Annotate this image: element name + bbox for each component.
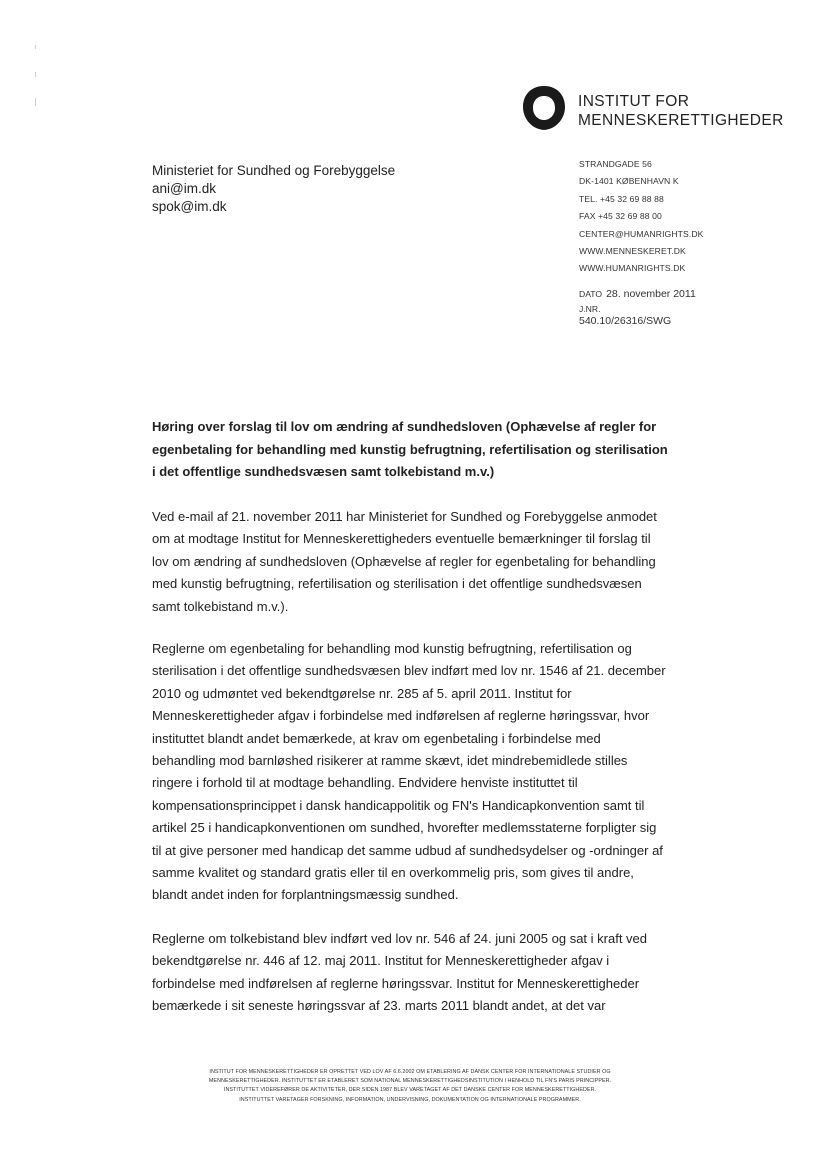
text-line: Menneskerettigheder afgav i forbindelse med indførelsen af reglerne høringssvar, hvor — [152, 708, 650, 724]
text-line: Reglerne om egenbetaling for behandling mod kunstig befrugtning, refertilisation og — [152, 641, 632, 656]
sender-web-2: WWW.HUMANRIGHTS.DK — [579, 263, 686, 274]
paragraph-1 — [152, 506, 692, 618]
journal-number-value: 540.10/26316/SWG — [579, 315, 672, 327]
sender-fax: FAX +45 32 69 88 00 — [579, 211, 662, 222]
sender-tel: TEL. +45 32 69 88 88 — [579, 193, 664, 204]
text-line: 2010 og udmøntet ved bekendtgørelse nr. 285 af 5. april 2011. Institut for — [152, 685, 572, 701]
date-value: 28. november 2011 — [606, 288, 696, 300]
text-line: blandt andet inden for forplantningsmæssig sundhed. — [152, 887, 459, 903]
sender-contact-block — [579, 156, 703, 278]
text-line: Reglerne om tolkebistand blev indført ved lov nr. 546 af 24. juni 2005 og sat i kraft ved — [152, 931, 648, 946]
footer-line: MENNESKERETTIGHEDER. INSTITUTTET ER ETABLERET SOM NATIONAL MENNESKERETTIGHEDSINSTITUTION I HENHOLD TIL FN'S PARIS PRINCIPPER. — [208, 1078, 612, 1085]
text-line: til at give personer med handicap det samme udbud af sundhedsydelser og -ordninger af — [152, 842, 663, 858]
text-line: behandling mod barnløshed risikerer at ramme skævt, idet mindrebemidlede stilles — [152, 753, 628, 769]
scan-mark — [35, 45, 36, 49]
journal-number-label: J.NR. — [579, 304, 601, 314]
text-line: Ved e-mail af 21. november 2011 har Ministeriet for Sundhed og Forebyggelse anmodet — [152, 509, 657, 524]
recipient-email-2: spok@im.dk — [152, 199, 227, 214]
text-line: om at modtage Institut for Menneskerettigheders eventuelle bemærkninger til forslag til — [152, 531, 651, 547]
paragraph-3 — [152, 928, 692, 1018]
scan-mark — [35, 98, 36, 106]
sender-web-1: WWW.MENNESKERET.DK — [579, 246, 686, 257]
institute-name — [578, 92, 784, 130]
text-line: kompensationsprincippet i dansk handicappolitik og FN's Handicapkonvention samt til — [152, 797, 645, 813]
text-line: samt tolkebistand m.v.). — [152, 598, 289, 614]
institute-ring-logo-icon — [519, 83, 569, 133]
letter-meta — [579, 288, 696, 328]
text-line: ringere i forhold til at modtage behandling. Endvidere henviste instituttet til — [152, 775, 578, 791]
footer-line: INSTITUTTET VARETAGER FORSKNING, INFORMATION, UNDERVISNING, DOKUMENTATION OG INTERNATIONALE PROGRAMMER. — [239, 1096, 581, 1103]
recipient-block — [152, 162, 395, 216]
letter-subject — [152, 416, 712, 484]
recipient-name: Ministeriet for Sundhed og Forebyggelse — [152, 163, 396, 178]
institute-name-line2: MENNESKERETTIGHEDER — [578, 112, 784, 129]
sender-email: CENTER@HUMANRIGHTS.DK — [579, 228, 704, 239]
letterhead-footer — [150, 1068, 670, 1105]
subject-line: i det offentlige sundhedsvæsen samt tolkebistand m.v.) — [152, 464, 495, 479]
subject-line: Høring over forslag til lov om ændring af sundhedsloven (Ophævelse af regler for — [152, 419, 657, 434]
footer-line: INSTITUT FOR MENNESKERETTIGHEDER ER OPRETTET VED LOV AF 6.6.2002 OM ETABLERING AF DANSK CENTER FOR INTERNATIONALE STUDIER OG — [209, 1069, 611, 1075]
subject-line: egenbetaling for behandling med kunstig befrugtning, refertilisation og sterilisation — [152, 441, 668, 457]
recipient-email-1: ani@im.dk — [152, 181, 216, 196]
footer-line: INSTITUTTET VIDEREFØRER DE AKTIVITETER, DER SIDEN 1987 BLEV VARETAGET AF DET DANSKE CENTER FOR MENNESKERETTIGHEDER. — [223, 1087, 597, 1094]
text-line: sterilisation i det offentlige sundhedsvæsen blev indført med lov nr. 1546 af 21. december — [152, 663, 666, 679]
text-line: bekendtgørelse nr. 446 af 12. maj 2011. Institut for Menneskerettigheder afgav i — [152, 953, 610, 969]
text-line: instituttet blandt andet bemærkede, at krav om egenbetaling i forbindelse med — [152, 730, 601, 746]
text-line: samme kvalitet og standard gratis eller til en overkommelig pris, som gives til andre, — [152, 865, 634, 881]
text-line: forbindelse med indførelsen af reglerne høringssvar. Institut for Menneskerettigheder — [152, 975, 640, 991]
institute-name-line1: INSTITUT FOR — [578, 93, 690, 110]
scan-mark — [35, 72, 36, 77]
text-line: bemærkede i sit seneste høringssvar af 23. marts 2011 blandt andet, at det var — [152, 998, 606, 1014]
date-row — [579, 288, 696, 300]
text-line: lov om ændring af sundhedsloven (Ophævelse af regler for egenbetaling for behandling — [152, 553, 656, 569]
date-label: DATO — [579, 289, 603, 299]
text-line: artikel 25 i handicapkonventionen om sundhed, hvorefter medlemsstaterne forpligter sig — [152, 820, 657, 836]
sender-postal: DK-1401 KØBENHAVN K — [579, 176, 679, 187]
sender-address: STRANDGADE 56 — [579, 159, 652, 169]
text-line: med kunstig befrugtning, refertilisation og sterilisation i det offentlige sundhedsvæsen — [152, 576, 642, 592]
paragraph-2 — [152, 638, 692, 907]
